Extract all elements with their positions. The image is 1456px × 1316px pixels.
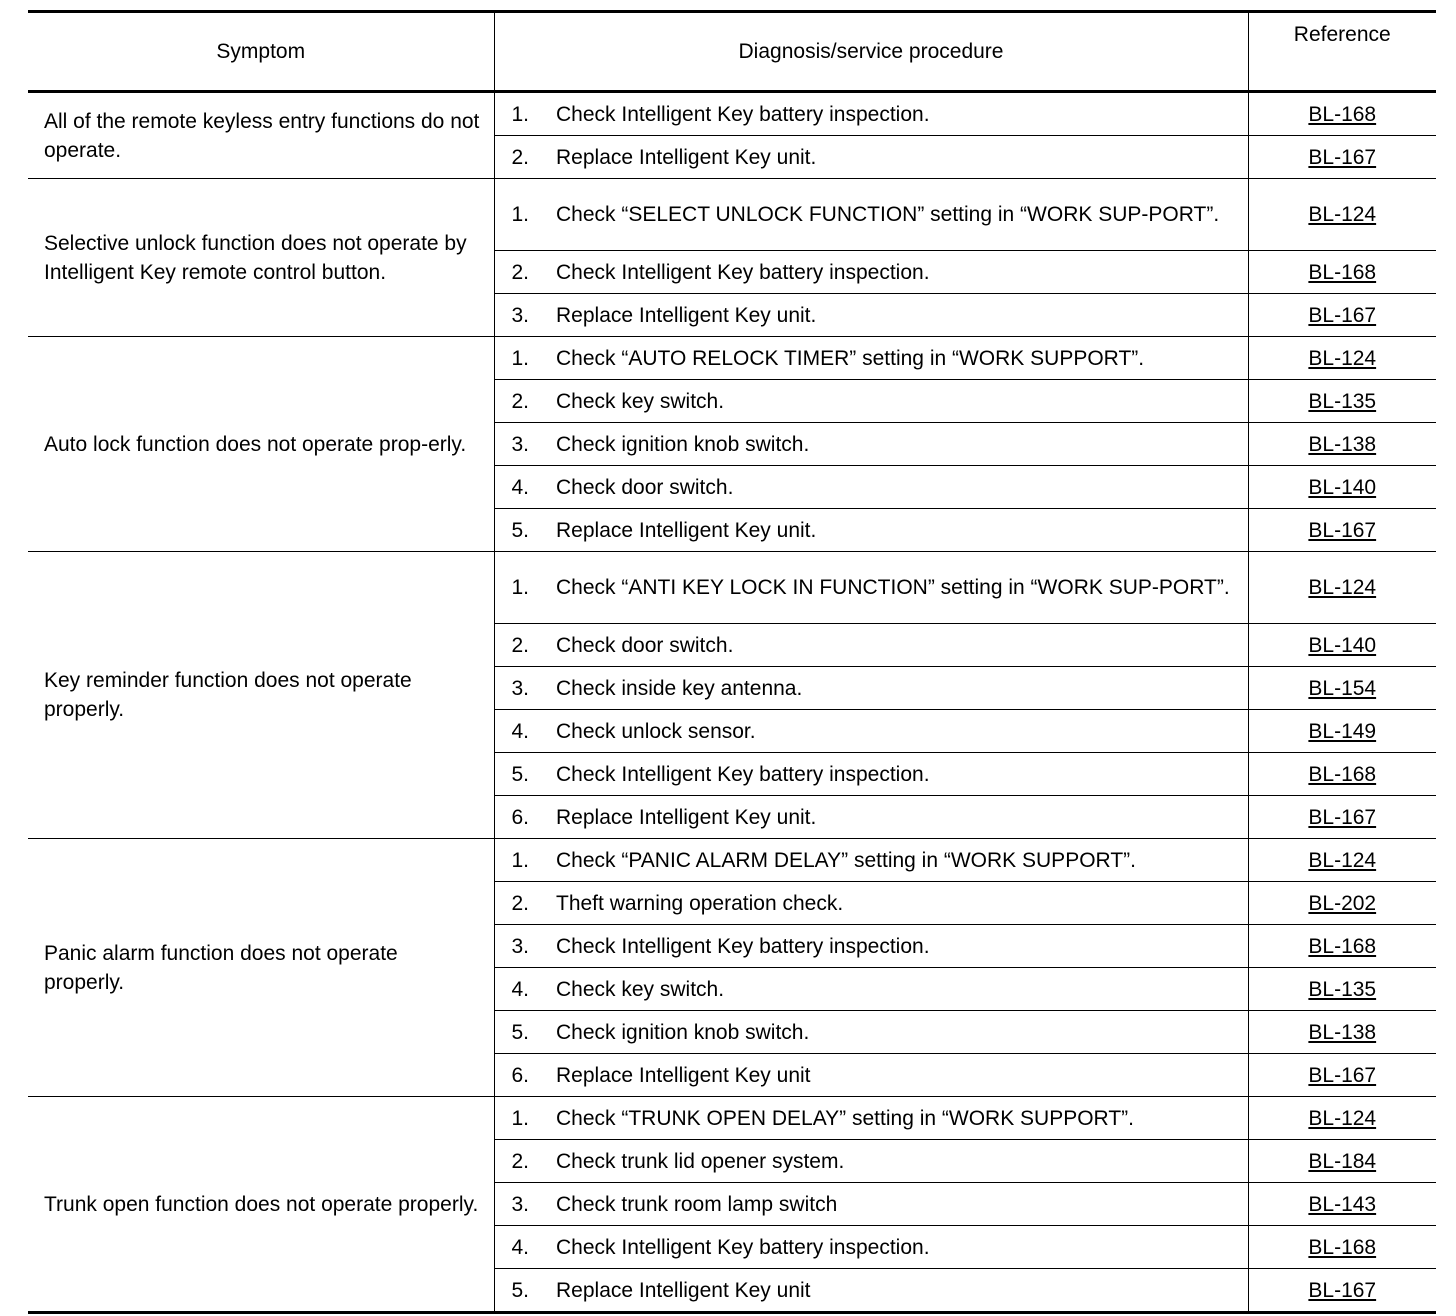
step-procedure: Replace Intelligent Key unit xyxy=(556,1054,1248,1097)
reference-link[interactable]: BL-167 xyxy=(1308,303,1377,327)
step-number: 4. xyxy=(494,1226,556,1269)
reference-link[interactable]: BL-168 xyxy=(1308,934,1377,958)
reference-link[interactable]: BL-168 xyxy=(1308,1235,1377,1259)
reference-link[interactable]: BL-167 xyxy=(1308,1063,1377,1087)
step-procedure: Replace Intelligent Key unit. xyxy=(556,136,1248,179)
step-procedure: Check “AUTO RELOCK TIMER” setting in “WORK SUPPORT”. xyxy=(556,337,1248,380)
reference-link[interactable]: BL-140 xyxy=(1308,475,1377,499)
step-number: 6. xyxy=(494,1054,556,1097)
reference-cell xyxy=(1248,509,1436,552)
step-procedure: Check inside key antenna. xyxy=(556,667,1248,710)
step-procedure: Check “PANIC ALARM DELAY” setting in “WORK SUPPORT”. xyxy=(556,839,1248,882)
reference-cell xyxy=(1248,337,1436,380)
reference-link[interactable]: BL-124 xyxy=(1308,346,1377,370)
reference-cell xyxy=(1248,796,1436,839)
reference-cell xyxy=(1248,466,1436,509)
reference-link[interactable]: BL-135 xyxy=(1308,389,1377,413)
step-procedure: Replace Intelligent Key unit. xyxy=(556,796,1248,839)
step-number: 4. xyxy=(494,466,556,509)
step-procedure: Check Intelligent Key battery inspection. xyxy=(556,251,1248,294)
step-number: 2. xyxy=(494,136,556,179)
step-number: 5. xyxy=(494,1269,556,1313)
reference-link[interactable]: BL-202 xyxy=(1308,891,1377,915)
diagnosis-table xyxy=(28,10,1436,1314)
reference-cell xyxy=(1248,753,1436,796)
reference-cell xyxy=(1248,179,1436,251)
reference-link[interactable]: BL-138 xyxy=(1308,1020,1377,1044)
reference-cell xyxy=(1248,423,1436,466)
reference-cell xyxy=(1248,1183,1436,1226)
step-number: 3. xyxy=(494,294,556,337)
reference-cell xyxy=(1248,667,1436,710)
step-procedure: Check Intelligent Key battery inspection. xyxy=(556,92,1248,136)
reference-link[interactable]: BL-168 xyxy=(1308,762,1377,786)
header-procedure: Diagnosis/service procedure xyxy=(494,12,1248,92)
step-procedure: Check door switch. xyxy=(556,466,1248,509)
step-procedure: Check key switch. xyxy=(556,380,1248,423)
symptom-cell: Panic alarm function does not operate properly. xyxy=(28,839,494,1097)
step-number: 5. xyxy=(494,753,556,796)
reference-cell xyxy=(1248,882,1436,925)
reference-link[interactable]: BL-140 xyxy=(1308,633,1377,657)
step-number: 5. xyxy=(494,509,556,552)
reference-cell xyxy=(1248,839,1436,882)
step-number: 2. xyxy=(494,380,556,423)
step-number: 4. xyxy=(494,710,556,753)
step-procedure: Check “SELECT UNLOCK FUNCTION” setting in “WORK SUP-PORT”. xyxy=(556,179,1248,251)
reference-cell xyxy=(1248,1054,1436,1097)
reference-cell xyxy=(1248,624,1436,667)
step-number: 2. xyxy=(494,251,556,294)
step-number: 1. xyxy=(494,839,556,882)
reference-link[interactable]: BL-135 xyxy=(1308,977,1377,1001)
reference-cell xyxy=(1248,1097,1436,1140)
symptom-cell: All of the remote keyless entry functions do not operate. xyxy=(28,92,494,179)
reference-link[interactable]: BL-167 xyxy=(1308,145,1377,169)
step-procedure: Theft warning operation check. xyxy=(556,882,1248,925)
reference-link[interactable]: BL-124 xyxy=(1308,1106,1377,1130)
step-procedure: Check ignition knob switch. xyxy=(556,1011,1248,1054)
step-procedure: Check door switch. xyxy=(556,624,1248,667)
reference-cell xyxy=(1248,968,1436,1011)
step-procedure: Check trunk room lamp switch xyxy=(556,1183,1248,1226)
reference-cell xyxy=(1248,380,1436,423)
header-reference: Reference xyxy=(1248,12,1436,92)
step-procedure: Check Intelligent Key battery inspection. xyxy=(556,925,1248,968)
table-row xyxy=(28,552,1436,624)
reference-link[interactable]: BL-167 xyxy=(1308,805,1377,829)
reference-link[interactable]: BL-124 xyxy=(1308,848,1377,872)
reference-link[interactable]: BL-184 xyxy=(1308,1149,1377,1173)
reference-link[interactable]: BL-138 xyxy=(1308,432,1377,456)
table-body xyxy=(28,92,1436,1313)
step-number: 5. xyxy=(494,1011,556,1054)
reference-cell xyxy=(1248,251,1436,294)
step-procedure: Check “ANTI KEY LOCK IN FUNCTION” setting in “WORK SUP-PORT”. xyxy=(556,552,1248,624)
table-row xyxy=(28,179,1436,251)
step-number: 1. xyxy=(494,1097,556,1140)
reference-cell xyxy=(1248,552,1436,624)
reference-cell xyxy=(1248,1140,1436,1183)
reference-cell xyxy=(1248,1269,1436,1313)
reference-link[interactable]: BL-154 xyxy=(1308,676,1377,700)
table-header-row xyxy=(28,12,1436,92)
reference-cell xyxy=(1248,92,1436,136)
reference-link[interactable]: BL-167 xyxy=(1308,518,1377,542)
step-number: 1. xyxy=(494,337,556,380)
step-procedure: Check key switch. xyxy=(556,968,1248,1011)
symptom-cell: Trunk open function does not operate properly. xyxy=(28,1097,494,1313)
step-number: 4. xyxy=(494,968,556,1011)
reference-cell xyxy=(1248,1011,1436,1054)
reference-link[interactable]: BL-168 xyxy=(1308,102,1377,126)
step-number: 2. xyxy=(494,624,556,667)
reference-cell xyxy=(1248,710,1436,753)
step-procedure: Check “TRUNK OPEN DELAY” setting in “WORK SUPPORT”. xyxy=(556,1097,1248,1140)
symptom-cell: Key reminder function does not operate properly. xyxy=(28,552,494,839)
step-number: 1. xyxy=(494,179,556,251)
reference-cell xyxy=(1248,136,1436,179)
step-procedure: Check ignition knob switch. xyxy=(556,423,1248,466)
reference-cell xyxy=(1248,925,1436,968)
reference-link[interactable]: BL-168 xyxy=(1308,260,1377,284)
step-number: 1. xyxy=(494,552,556,624)
step-procedure: Replace Intelligent Key unit. xyxy=(556,294,1248,337)
reference-link[interactable]: BL-149 xyxy=(1308,719,1377,743)
step-number: 3. xyxy=(494,423,556,466)
reference-cell xyxy=(1248,294,1436,337)
step-procedure: Check Intelligent Key battery inspection. xyxy=(556,1226,1248,1269)
step-number: 3. xyxy=(494,925,556,968)
symptom-cell: Auto lock function does not operate prop-erly. xyxy=(28,337,494,552)
step-procedure: Check Intelligent Key battery inspection. xyxy=(556,753,1248,796)
table-row xyxy=(28,92,1436,136)
reference-link[interactable]: BL-167 xyxy=(1308,1278,1377,1302)
table-row xyxy=(28,839,1436,882)
reference-link[interactable]: BL-143 xyxy=(1308,1192,1377,1216)
step-procedure: Replace Intelligent Key unit xyxy=(556,1269,1248,1313)
table-row xyxy=(28,1097,1436,1140)
step-procedure: Replace Intelligent Key unit. xyxy=(556,509,1248,552)
reference-link[interactable]: BL-124 xyxy=(1308,203,1377,226)
step-number: 3. xyxy=(494,667,556,710)
table-row xyxy=(28,337,1436,380)
step-number: 1. xyxy=(494,92,556,136)
reference-link[interactable]: BL-124 xyxy=(1308,576,1377,599)
step-number: 2. xyxy=(494,1140,556,1183)
step-number: 2. xyxy=(494,882,556,925)
step-procedure: Check trunk lid opener system. xyxy=(556,1140,1248,1183)
symptom-cell: Selective unlock function does not operate by Intelligent Key remote control button. xyxy=(28,179,494,337)
header-symptom: Symptom xyxy=(28,12,494,92)
step-procedure: Check unlock sensor. xyxy=(556,710,1248,753)
reference-cell xyxy=(1248,1226,1436,1269)
step-number: 3. xyxy=(494,1183,556,1226)
step-number: 6. xyxy=(494,796,556,839)
